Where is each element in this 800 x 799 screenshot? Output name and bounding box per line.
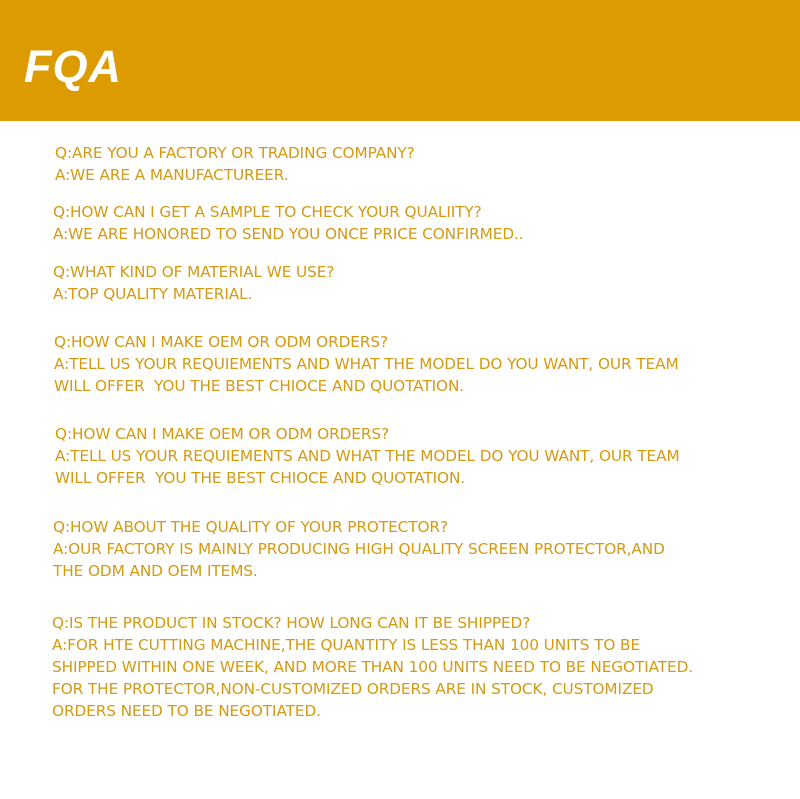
- faq-answer-line: A:FOR HTE CUTTING MACHINE,THE QUANTITY IS LESS THAN 100 UNITS TO BE: [52, 636, 641, 654]
- page-title: FQA: [24, 41, 122, 92]
- faq-question: Q:HOW CAN I GET A SAMPLE TO CHECK YOUR QUALIITY?: [53, 203, 482, 221]
- faq-question: Q:HOW CAN I MAKE OEM OR ODM ORDERS?: [54, 333, 389, 351]
- faq-question: Q:ARE YOU A FACTORY OR TRADING COMPANY?: [55, 144, 415, 162]
- faq-item-7: [52, 612, 800, 722]
- faq-answer-line: THE ODM AND OEM ITEMS.: [53, 562, 258, 580]
- faq-item-6: [53, 516, 800, 582]
- faq-item-4: [54, 331, 800, 397]
- faq-answer-line: A:WE ARE HONORED TO SEND YOU ONCE PRICE CONFIRMED..: [53, 225, 524, 243]
- faq-answer-line: WILL OFFER YOU THE BEST CHIOCE AND QUOTATION.: [54, 377, 465, 395]
- faq-answer-line: A:WE ARE A MANUFACTUREER.: [55, 166, 289, 184]
- faq-answer-line: SHIPPED WITHIN ONE WEEK, AND MORE THAN 100 UNITS NEED TO BE NEGOTIATED.: [52, 658, 694, 676]
- faq-question: Q:HOW CAN I MAKE OEM OR ODM ORDERS?: [55, 425, 390, 443]
- faq-answer-line: ORDERS NEED TO BE NEGOTIATED.: [52, 702, 321, 720]
- faq-item-5: [55, 423, 800, 489]
- faq-answer-line: WILL OFFER YOU THE BEST CHIOCE AND QUOTATION.: [55, 469, 466, 487]
- faq-answer-line: A:TELL US YOUR REQUIEMENTS AND WHAT THE MODEL DO YOU WANT, OUR TEAM: [54, 355, 679, 373]
- faq-answer-line: A:TELL US YOUR REQUIEMENTS AND WHAT THE MODEL DO YOU WANT, OUR TEAM: [55, 447, 680, 465]
- header-banner: [0, 0, 800, 121]
- faq-question: Q:HOW ABOUT THE QUALITY OF YOUR PROTECTOR?: [53, 518, 448, 536]
- faq-answer-line: FOR THE PROTECTOR,NON-CUSTOMIZED ORDERS ARE IN STOCK, CUSTOMIZED: [52, 680, 654, 698]
- faq-answer-line: A:OUR FACTORY IS MAINLY PRODUCING HIGH QUALITY SCREEN PROTECTOR,AND: [53, 540, 665, 558]
- faq-question: Q:WHAT KIND OF MATERIAL WE USE?: [53, 263, 335, 281]
- faq-item-3: [53, 261, 800, 305]
- faq-item-1: [55, 142, 800, 186]
- faq-item-2: [53, 201, 800, 245]
- faq-question: Q:IS THE PRODUCT IN STOCK? HOW LONG CAN IT BE SHIPPED?: [52, 614, 531, 632]
- faq-answer-line: A:TOP QUALITY MATERIAL.: [53, 285, 253, 303]
